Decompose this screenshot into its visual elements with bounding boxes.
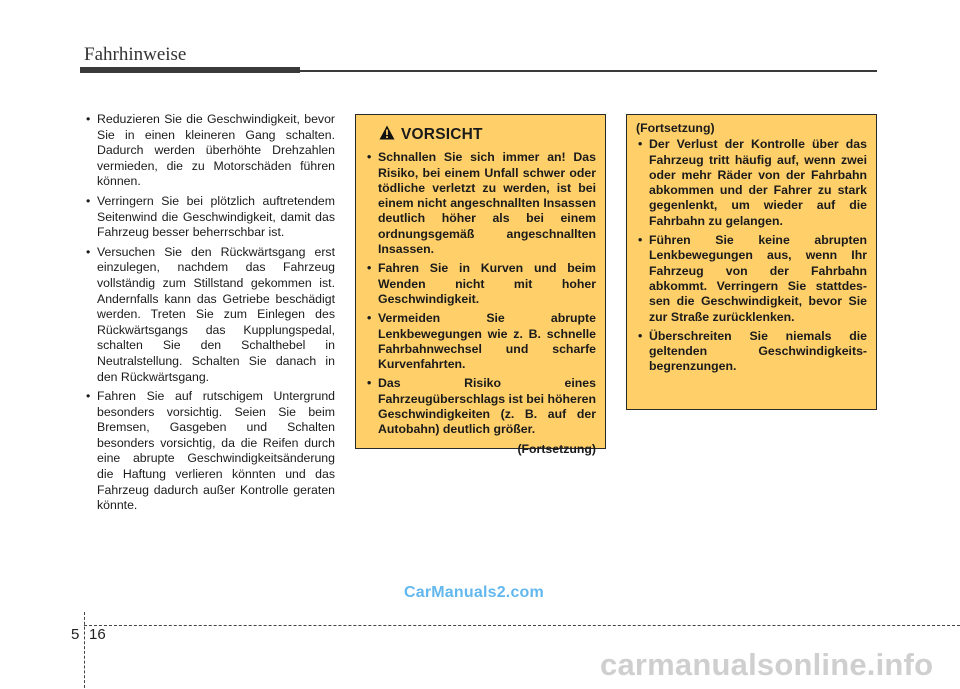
caution-continued-box <box>626 114 877 410</box>
caution-list <box>365 150 596 437</box>
footer-horizontal-rule <box>84 625 960 626</box>
caution-box <box>355 114 606 456</box>
caution-title: VORSICHT <box>401 126 483 143</box>
continued-label: (Fortsetzung) <box>517 441 596 456</box>
caution-continued-list <box>636 137 867 374</box>
continued-label: (Fortsetzung) <box>636 121 715 135</box>
list-item: • Das Risiko eines Fahrzeugüberschlags ist bei höheren Geschwindigkeiten (z. B. auf der Autobahn) deutlich größer. <box>365 376 596 437</box>
list-item: • Fahren Sie in Kurven und beim Wenden nicht mit hoher Geschwindigkeit. <box>365 261 596 307</box>
warning-triangle-icon <box>379 125 395 144</box>
left-column <box>84 112 335 518</box>
header-title: Fahrhinweise <box>84 44 187 65</box>
list-item: • Schnallen Sie sich immer an! Das Risiko, bei einem Unfall schwer oder tödliche verletzt zu werden, ist bei einem nicht angeschnallten Insassen deutlich höher als bei einem ordnungsgemäß angeschnallten Insassen. <box>365 150 596 257</box>
section-number: 5 <box>71 626 80 643</box>
header-rule-thin <box>300 70 877 72</box>
list-item: • Reduzieren Sie die Geschwindigkeit, bevor Sie in einen kleineren Gang schalten. Dadurch werden überhöhte Drehzahlen vermieden, die zu Motorschäden führen können. <box>84 112 335 190</box>
list-item: • Vermeiden Sie abrupte Lenkbewegungen wie z. B. schnelle Fahrbahnwechsel und scharfe Kurvenfahrten. <box>365 311 596 372</box>
header-rule-thick <box>80 67 300 73</box>
caution-header <box>379 125 596 144</box>
driving-tips-list <box>84 112 335 514</box>
list-item: • Der Verlust der Kontrolle über das Fahrzeug tritt häufig auf, wenn zwei oder mehr Räder von der Fahrbahn abkommen und der Fahrer zu stark gegenlenkt, um wieder auf die Fahrbahn zu gelangen. <box>636 137 867 229</box>
page-number: 16 <box>89 626 106 643</box>
list-item: • Führen Sie keine abrupten Lenkbewegungen aus, wenn Ihr Fahrzeug von der Fahrbahn abkommt. Verringern Sie stattdes-sen die Geschwindigkeit, bevor Sie zur Straße zurücklenken. <box>636 233 867 325</box>
watermark-carmanualsonline[interactable]: carmanualsonline.info <box>600 647 934 682</box>
list-item: • Überschreiten Sie niemals die geltenden Geschwindigkeits-begrenzungen. <box>636 329 867 375</box>
list-item: • Fahren Sie auf rutschigem Untergrund besonders vorsichtig. Seien Sie beim Bremsen, Gasgeben und Schalten besonders vorsichtig, da die Reifen durch eine abrupte Geschwindigkeitsänderung die Haftung verlieren könnten und das Fahrzeug dadurch außer Kontrolle geraten könnte. <box>84 389 335 514</box>
list-item: • Versuchen Sie den Rückwärtsgang erst einzulegen, nachdem das Fahrzeug vollständig zum Stillstand gekommen ist. Andernfalls kann das Getriebe beschädigt werden. Treten Sie zum Einlegen des Rückwärtsgangs das Kupplungspedal, schalten Sie den Schalthebel in Neutralstellung. Schalten Sie danach in den Rückwärtsgang. <box>84 245 335 385</box>
footer-vertical-rule <box>84 612 85 688</box>
watermark-carmanuals2[interactable]: CarManuals2.com <box>404 584 544 601</box>
list-item: • Verringern Sie bei plötzlich auftretendem Seitenwind die Geschwindigkeit, damit das Fahrzeug besser beherrschbar ist. <box>84 194 335 241</box>
